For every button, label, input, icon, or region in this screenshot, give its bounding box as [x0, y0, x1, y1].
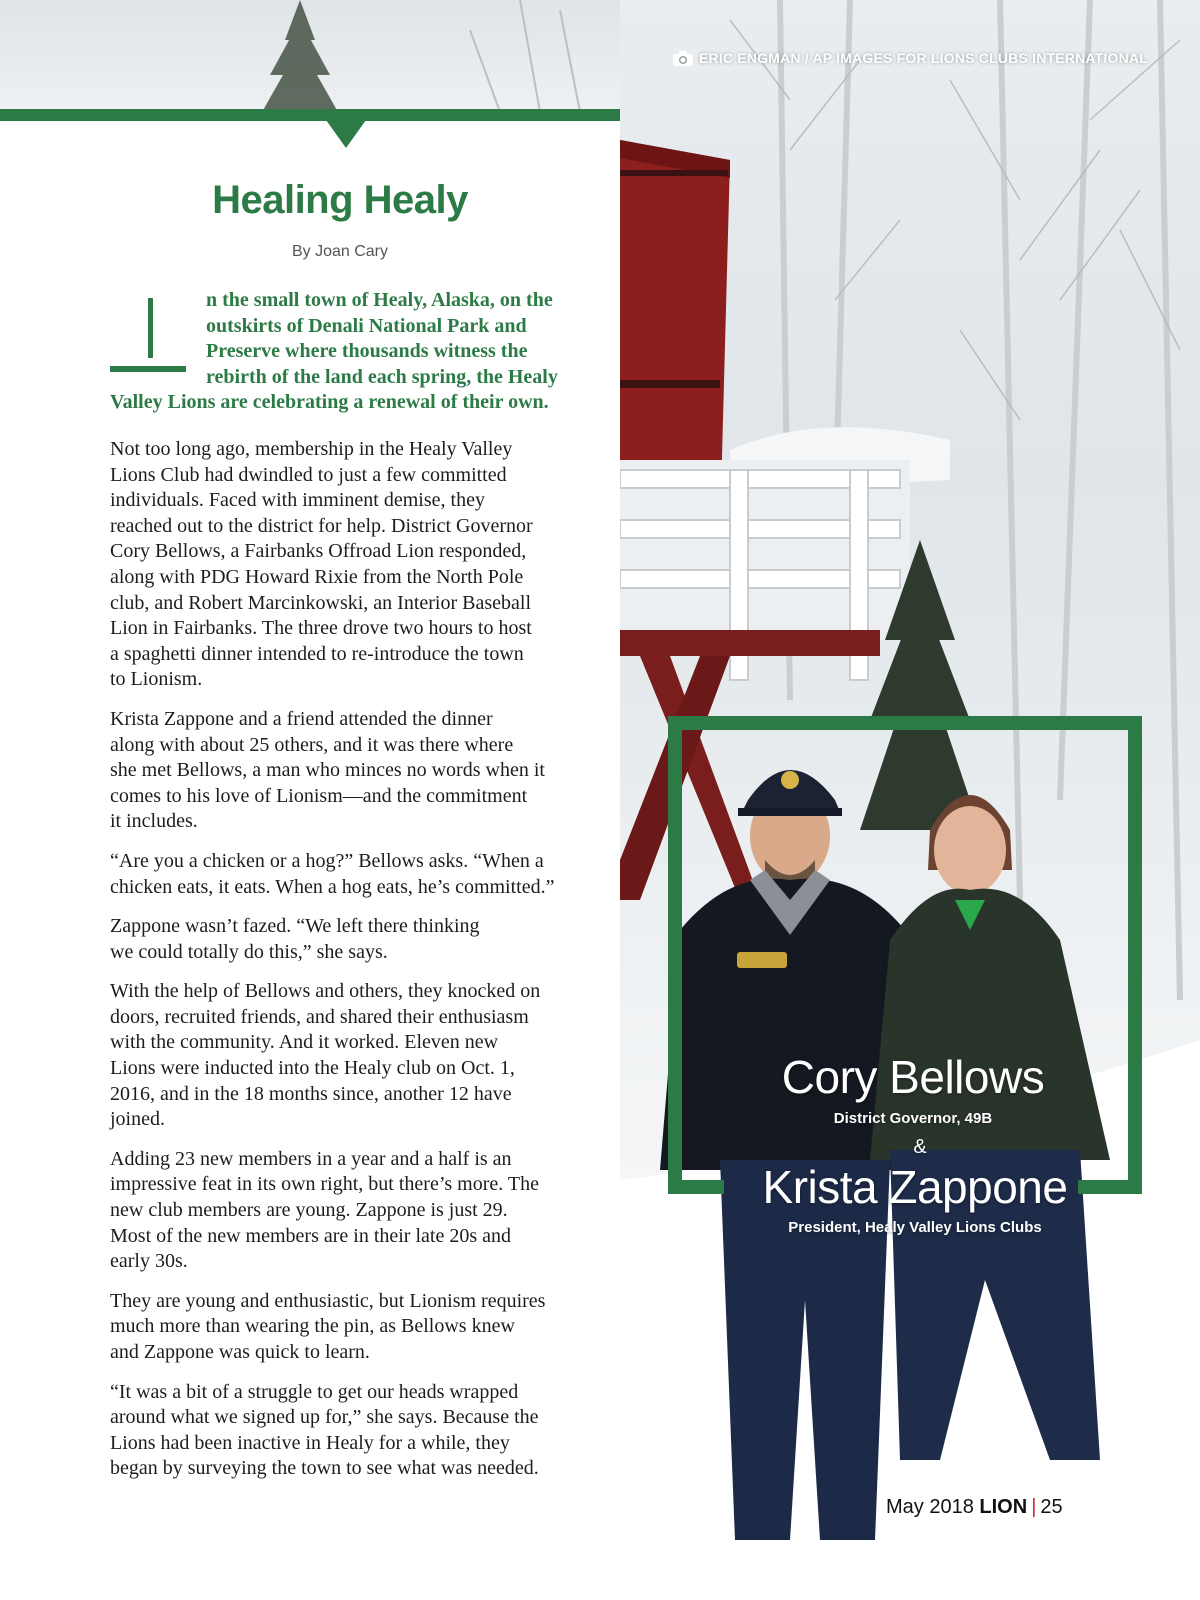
article-lede [110, 288, 580, 416]
lede-line: rebirth of the land each spring, the Healy [206, 365, 558, 388]
green-pointer-triangle [326, 120, 366, 148]
lede-line: Preserve where thousands witness the [206, 340, 528, 362]
body-line: we could totally do this,” she says. [110, 940, 388, 963]
body-line: to Lionism. [110, 668, 203, 691]
body-paragraph [110, 914, 590, 965]
body-line: she met Bellows, a man who minces no words when it [110, 759, 545, 782]
body-line: Zappone wasn’t fazed. “We left there thinking [110, 915, 480, 938]
body-line: around what we signed up for,” she says. Because the [110, 1406, 539, 1429]
body-line: They are young and enthusiastic, but Lionism requires [110, 1289, 546, 1312]
page-folio [886, 1496, 1063, 1519]
body-line: Not too long ago, membership in the Healy Valley [110, 438, 513, 460]
body-line: club, and Robert Marcinkowski, an Interior Baseball [110, 591, 531, 614]
camera-icon [673, 51, 693, 66]
caption-person1-name: Cory Bellows [781, 1051, 1045, 1103]
body-line: “It was a bit of a struggle to get our heads wrapped [110, 1380, 519, 1403]
caption-person2-name: Krista Zappone [762, 1161, 1068, 1213]
woman-figure [870, 795, 1110, 1460]
body-line: 2016, and in the 18 months since, another 12 have [110, 1082, 512, 1105]
body-paragraph [110, 437, 590, 693]
folio-page-number: 25 [1040, 1496, 1063, 1518]
body-line: individuals. Faced with imminent demise, they [110, 489, 485, 512]
lede-line: n the small town of Healy, Alaska, on the [206, 289, 553, 311]
folio-magazine: LION [979, 1496, 1028, 1518]
body-paragraph [110, 1147, 590, 1275]
body-line: Most of the new members are in their late 20s and [110, 1224, 511, 1247]
caption-ampersand: & [913, 1136, 927, 1158]
body-line: impressive feat in its own right, but there’s more. The [110, 1173, 539, 1196]
body-line: began by surveying the town to see what was needed. [110, 1457, 539, 1480]
lede-line: outskirts of Denali National Park and [206, 314, 527, 337]
body-line: reached out to the district for help. District Governor [110, 514, 533, 537]
top-photo-strip [0, 0, 620, 112]
body-line: “Are you a chicken or a hog?” Bellows asks. “When a [110, 849, 544, 872]
body-line: it includes. [110, 810, 198, 833]
body-line: Lions Club had dwindled to just a few committed [110, 463, 507, 486]
body-line: doors, recruited friends, and shared their enthusiasm [110, 1005, 529, 1028]
body-line: new club members are young. Zappone is just 29. [110, 1199, 508, 1222]
body-paragraph [110, 1380, 590, 1482]
photo-credit-text: ERIC ENGMAN / AP IMAGES FOR LIONS CLUBS INTERNATIONAL [698, 50, 1148, 66]
body-line: much more than wearing the pin, as Bellows knew [110, 1315, 515, 1338]
body-line: along with about 25 others, and it was there where [110, 733, 514, 756]
body-paragraph [110, 1289, 590, 1366]
body-line: Krista Zappone and a friend attended the dinner [110, 707, 493, 730]
body-line: with the community. And it worked. Eleven new [110, 1031, 499, 1054]
body-paragraph [110, 849, 590, 900]
green-header-rule [0, 109, 620, 121]
body-line: Cory Bellows, a Fairbanks Offroad Lion responded, [110, 540, 527, 563]
body-line: and Zappone was quick to learn. [110, 1341, 370, 1363]
body-line: With the help of Bellows and others, they knocked on [110, 980, 541, 1003]
body-paragraph [110, 707, 590, 835]
body-line: Lion in Fairbanks. The three drove two hours to host [110, 617, 532, 640]
body-paragraph [110, 979, 590, 1133]
body-line: chicken eats, it eats. When a hog eats, he’s committed.” [110, 875, 555, 898]
body-line: Lions had been inactive in Healy for a while, they [110, 1431, 510, 1454]
folio-separator: | [1031, 1496, 1037, 1518]
caption-person1-role: District Governor, 49B [833, 1110, 993, 1127]
spruce-tree-illustration [0, 0, 620, 112]
inset-frame-left [668, 716, 682, 1194]
article-title: Healing Healy [212, 178, 468, 222]
inset-frame-top [668, 716, 1142, 730]
body-line: early 30s. [110, 1250, 188, 1273]
inset-frame-right [1128, 716, 1142, 1194]
inset-frame-bottom-left [668, 1180, 724, 1194]
article-byline: By Joan Cary [291, 243, 389, 260]
body-line: comes to his love of Lionism—and the commitment [110, 784, 528, 807]
body-line: joined. [110, 1108, 165, 1131]
folio-issue: May 2018 [886, 1496, 974, 1518]
body-line: Adding 23 new members in a year and a half is an [110, 1147, 512, 1170]
caption-person2-role: President, Healy Valley Lions Clubs [788, 1219, 1042, 1236]
lede-line: Valley Lions are celebrating a renewal of their own. [110, 391, 549, 413]
body-line: a spaghetti dinner intended to re-introduce the town [110, 642, 524, 665]
portrait-illustration [640, 740, 1140, 1560]
body-line: along with PDG Howard Rixie from the North Pole [110, 565, 524, 588]
photo-credit [673, 50, 1148, 66]
body-line: Lions were inducted into the Healy club on Oct. 1, [110, 1057, 515, 1080]
article-body [110, 437, 590, 1496]
